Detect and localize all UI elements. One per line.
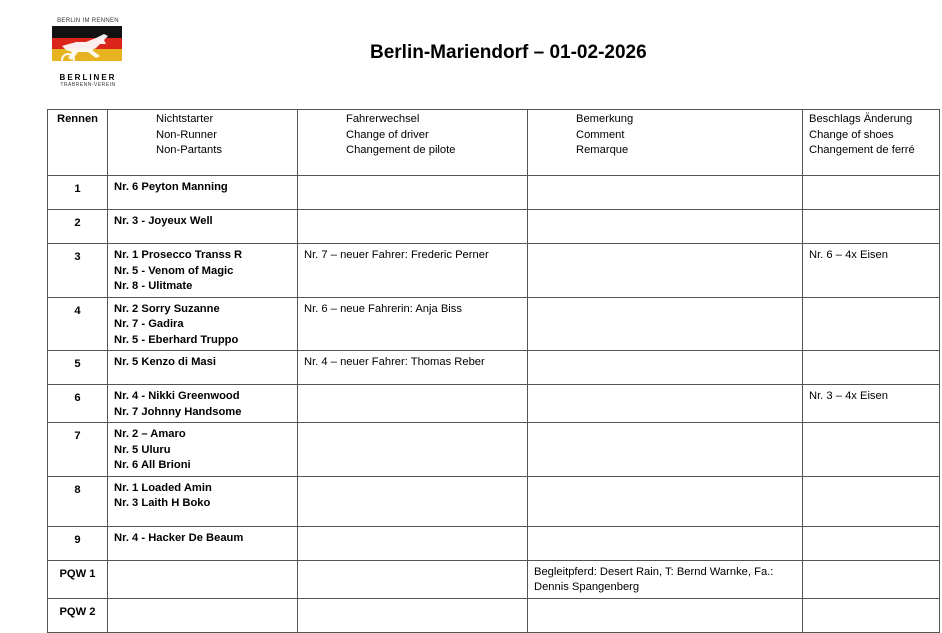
race-number: 7 [48, 423, 108, 477]
race-number: 5 [48, 351, 108, 385]
nonrunner-cell [108, 385, 298, 423]
cell-line: Nr. 6 – 4x Eisen [809, 249, 888, 261]
shoe-change-cell [803, 244, 940, 298]
shoe-change-cell [803, 526, 940, 560]
race-number: PQW 1 [48, 560, 108, 598]
header-line: Fahrerwechsel [346, 113, 420, 125]
race-number: 8 [48, 476, 108, 526]
table-row [48, 244, 940, 298]
comment-cell [528, 210, 803, 244]
cell-line: Nr. 4 – neuer Fahrer: Thomas Reber [304, 356, 485, 368]
comment-cell [528, 598, 803, 632]
shoe-change-cell [803, 351, 940, 385]
header-line: Non-Partants [156, 144, 222, 156]
table-row [48, 210, 940, 244]
cell-line: Nr. 6 All Brioni [114, 459, 191, 471]
table-row [48, 423, 940, 477]
header-line: Beschlags Änderung [809, 113, 913, 125]
header-line: Non-Runner [156, 128, 217, 141]
comment-cell [528, 297, 803, 351]
cell-line: Nr. 1 Loaded Amin [114, 481, 212, 494]
shoe-change-cell [803, 210, 940, 244]
table-row [48, 526, 940, 560]
logo-sub-text: TRABRENN-VEREIN [60, 82, 116, 88]
driver-change-cell [298, 526, 528, 560]
comment-cell [528, 423, 803, 477]
driver-change-cell [298, 244, 528, 298]
shoe-change-cell [803, 423, 940, 477]
cell-line: Nr. 5 Uluru [114, 443, 171, 456]
cell-line: Nr. 8 - Ulitmate [114, 280, 193, 292]
driver-change-cell [298, 351, 528, 385]
driver-change-cell [298, 560, 528, 598]
nonrunner-cell [108, 297, 298, 351]
comment-cell [528, 476, 803, 526]
header-line: Change of driver [346, 128, 429, 141]
header-nichtstarter [108, 110, 298, 176]
cell-line: Nr. 2 – Amaro [114, 428, 186, 440]
shoe-change-cell [803, 476, 940, 526]
comment-cell [528, 244, 803, 298]
table-row [48, 598, 940, 632]
race-number: 4 [48, 297, 108, 351]
table-row [48, 560, 940, 598]
header-bemerkung [528, 110, 803, 176]
nonrunner-cell [108, 423, 298, 477]
driver-change-cell [298, 297, 528, 351]
nonrunner-cell [108, 560, 298, 598]
race-number: 2 [48, 210, 108, 244]
cell-line: Nr. 5 - Venom of Magic [114, 264, 234, 277]
berliner-trabrenn-verein-logo [52, 18, 124, 96]
header-line: Bemerkung [576, 113, 634, 125]
cell-line: Nr. 3 – 4x Eisen [809, 390, 888, 402]
race-number: 9 [48, 526, 108, 560]
nonrunner-cell [108, 176, 298, 210]
shoe-change-cell [803, 297, 940, 351]
header-rennen: Rennen [48, 110, 108, 176]
header-beschlag [803, 110, 940, 176]
table-row [48, 297, 940, 351]
driver-change-cell [298, 176, 528, 210]
race-number: 3 [48, 244, 108, 298]
cell-line: Begleitpferd: Desert Rain, T: Bernd Warnke, Fa.: [534, 565, 774, 578]
cell-line: Nr. 6 Peyton Manning [114, 181, 228, 193]
driver-change-cell [298, 210, 528, 244]
logo-word: BERLINER [59, 73, 117, 82]
header-line: Remarque [576, 144, 629, 156]
header-line: Changement de ferré [809, 144, 915, 156]
comment-cell [528, 385, 803, 423]
shoe-change-cell [803, 385, 940, 423]
table-header-row [48, 110, 940, 176]
page-title: Berlin-Mariendorf – 01-02-2026 [370, 42, 647, 63]
nonrunner-cell [108, 244, 298, 298]
cell-line: Nr. 4 - Nikki Greenwood [114, 390, 240, 402]
header-line: Change of shoes [809, 128, 894, 141]
header-line: Nichtstarter [156, 113, 214, 125]
table-row [48, 176, 940, 210]
comment-cell [528, 560, 803, 598]
logo-flag-image [52, 26, 122, 72]
shoe-change-cell [803, 176, 940, 210]
cell-line: Nr. 7 – neuer Fahrer: Frederic Perner [304, 249, 489, 261]
comment-cell [528, 176, 803, 210]
race-number: 6 [48, 385, 108, 423]
cell-line: Nr. 1 Prosecco Transs R [114, 249, 243, 261]
cell-line: Nr. 7 - Gadira [114, 318, 184, 330]
cell-line: Nr. 2 Sorry Suzanne [114, 302, 220, 315]
driver-change-cell [298, 598, 528, 632]
table-row [48, 351, 940, 385]
nonrunner-cell [108, 526, 298, 560]
header-line: Comment [576, 128, 625, 141]
table-row [48, 476, 940, 526]
nonrunner-cell [108, 351, 298, 385]
comment-cell [528, 351, 803, 385]
cell-line: Nr. 5 - Eberhard Truppo [114, 333, 239, 346]
shoe-change-cell [803, 598, 940, 632]
nonrunner-cell [108, 210, 298, 244]
cell-line: Nr. 4 - Hacker De Beaum [114, 531, 244, 544]
header-fahrerwechsel [298, 110, 528, 176]
driver-change-cell [298, 476, 528, 526]
cell-line: Nr. 3 Laith H Boko [114, 497, 211, 509]
shoe-change-cell [803, 560, 940, 598]
cell-line: Nr. 3 - Joyeux Well [114, 215, 213, 227]
logo-top-text: BERLIN IM RENNEN [57, 18, 119, 24]
trotting-horse-icon [56, 30, 118, 68]
cell-line: Nr. 6 – neue Fahrerin: Anja Biss [304, 302, 462, 315]
comment-cell [528, 526, 803, 560]
cell-line: Nr. 5 Kenzo di Masi [114, 356, 216, 368]
driver-change-cell [298, 385, 528, 423]
nonrunner-cell [108, 598, 298, 632]
race-number: PQW 2 [48, 598, 108, 632]
header-line: Changement de pilote [346, 144, 456, 156]
cell-line: Nr. 7 Johnny Handsome [114, 405, 242, 418]
race-number: 1 [48, 176, 108, 210]
driver-change-cell [298, 423, 528, 477]
race-changes-table [47, 109, 940, 633]
nonrunner-cell [108, 476, 298, 526]
cell-line: Dennis Spangenberg [534, 581, 640, 593]
table-row [48, 385, 940, 423]
